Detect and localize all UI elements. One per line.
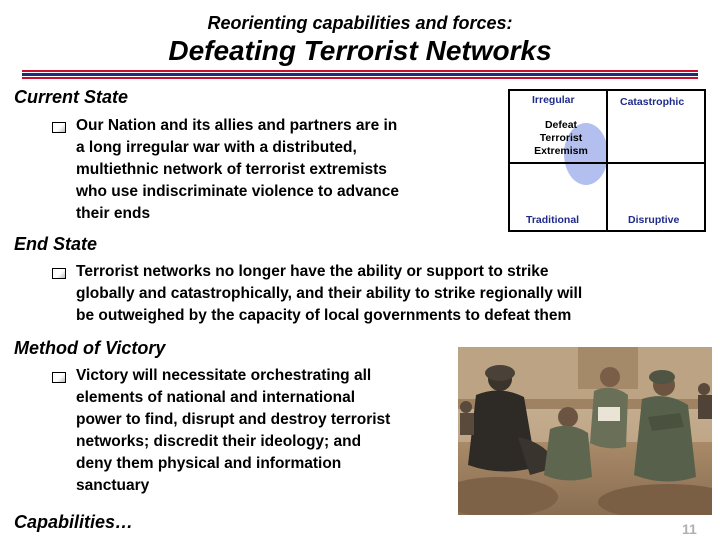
title-rule-blue <box>22 73 698 76</box>
challenge-quad-chart <box>508 89 706 232</box>
slide-subtitle: Reorienting capabilities and forces: <box>207 13 513 33</box>
heading-capabilities: Capabilities… <box>14 512 134 532</box>
checkbox-bullet-icon <box>52 268 66 279</box>
quad-label-traditional: Traditional <box>526 214 580 226</box>
bullet-end-state: Terrorist networks no longer have the ability or support to strike globally and catastrophically, and their ability to strike regionally will be outweighed by the capacity of local governments to defeat them <box>76 263 583 324</box>
bullet-method-of-victory: Victory will necessitate orchestrating all elements of national and international power to find, disrupt and destroy terrorist networks; discredit their ideology; and deny them physical and information sanctuary <box>76 367 391 494</box>
slide-title: Defeating Terrorist Networks <box>168 35 552 66</box>
title-rule-red-bottom <box>22 77 698 79</box>
quad-divider-horizontal <box>510 162 704 164</box>
checkbox-bullet-icon <box>52 122 66 133</box>
quad-label-catastrophic: Catastrophic <box>620 96 685 108</box>
heading-method-of-victory: Method of Victory <box>14 338 166 358</box>
quad-divider-vertical <box>606 91 608 230</box>
quad-label-disruptive: Disruptive <box>628 214 680 226</box>
title-rule-red-top <box>22 70 698 72</box>
soldiers-photo-illustration <box>458 347 712 515</box>
quad-focus-label: Defeat Terrorist Extremism <box>534 119 588 157</box>
heading-end-state: End State <box>14 234 98 254</box>
bullet-current-state: Our Nation and its allies and partners are in a long irregular war with a distributed, multiethnic network of terrorist extremists who use indiscriminate violence to advance their ends <box>76 117 400 222</box>
soldiers-photo <box>458 347 712 515</box>
page-number: 11 <box>682 521 697 537</box>
checkbox-bullet-icon <box>52 372 66 383</box>
heading-current-state: Current State <box>14 87 129 107</box>
quad-label-irregular: Irregular <box>532 94 575 106</box>
